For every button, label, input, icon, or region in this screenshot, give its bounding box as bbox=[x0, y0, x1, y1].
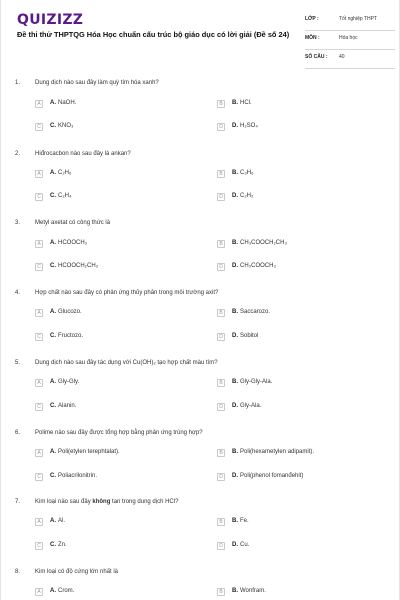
option-box: C bbox=[35, 473, 43, 481]
option-box: A bbox=[35, 240, 43, 248]
meta-label: MÔN : bbox=[305, 35, 320, 41]
option-text: Poliacrilonitrin. bbox=[58, 473, 98, 479]
option-box: D bbox=[217, 123, 225, 131]
option-text: Al. bbox=[58, 518, 66, 524]
option-box: C bbox=[35, 123, 43, 131]
option-letter: D. bbox=[232, 123, 238, 129]
question-text: Metyl axetat có công thức là bbox=[35, 220, 111, 226]
option-box: B bbox=[217, 309, 225, 317]
option-letter: C. bbox=[50, 403, 56, 409]
meta-row-count bbox=[305, 50, 395, 69]
question-number: 4. bbox=[15, 290, 21, 296]
option-letter: B. bbox=[232, 449, 238, 455]
question-text bbox=[35, 499, 178, 505]
option-b[interactable] bbox=[217, 170, 377, 180]
option-a[interactable] bbox=[35, 170, 195, 180]
quizizz-logo: QUIZIZZ bbox=[17, 12, 84, 28]
question-text: Polime nào sau đây được tổng hợp bằng phản ứng trùng hợp? bbox=[35, 430, 203, 436]
option-c[interactable] bbox=[35, 473, 195, 483]
option-c[interactable] bbox=[35, 542, 195, 552]
option-box: A bbox=[35, 449, 43, 457]
question-number: 8. bbox=[15, 569, 21, 575]
option-a[interactable] bbox=[35, 100, 195, 110]
question-text-emphasis: không bbox=[92, 499, 111, 505]
option-b[interactable] bbox=[217, 588, 377, 598]
option-box: D bbox=[217, 403, 225, 411]
option-letter: D. bbox=[232, 333, 238, 339]
option-letter: C. bbox=[50, 333, 56, 339]
question-text: Hiđrocacbon nào sau đây là ankan? bbox=[35, 151, 131, 157]
option-text: Fe. bbox=[240, 518, 249, 524]
option-text: HCOOCH₂CH₃ bbox=[58, 263, 99, 269]
option-letter: D. bbox=[232, 403, 238, 409]
page-title: Đề thi thử THPTQG Hóa Học chuẩn cấu trúc bộ giáo dục có lời giải (Đề số 24) bbox=[17, 30, 290, 39]
option-letter: D. bbox=[232, 473, 238, 479]
meta-value: Hóa học bbox=[339, 35, 358, 41]
option-text: HCOOCH₃ bbox=[58, 240, 88, 246]
option-box: A bbox=[35, 379, 43, 387]
option-a[interactable] bbox=[35, 449, 195, 459]
option-c[interactable] bbox=[35, 193, 195, 203]
question-number: 6. bbox=[15, 430, 21, 436]
option-text: Saccarozo. bbox=[240, 309, 271, 315]
option-box: A bbox=[35, 170, 43, 178]
option-text: CH₃COOCH₃ bbox=[240, 263, 276, 269]
option-letter: C. bbox=[50, 473, 56, 479]
option-text: Alanin. bbox=[58, 403, 77, 409]
option-text: Cu. bbox=[240, 542, 250, 548]
option-b[interactable] bbox=[217, 379, 377, 389]
option-text: Wonfram. bbox=[240, 588, 266, 594]
option-letter: B. bbox=[232, 379, 238, 385]
option-c[interactable] bbox=[35, 333, 195, 343]
option-box: C bbox=[35, 542, 43, 550]
meta-label: LỚP : bbox=[305, 16, 319, 22]
option-text: HCl. bbox=[240, 100, 252, 106]
option-text: Crom. bbox=[58, 588, 75, 594]
option-b[interactable] bbox=[217, 518, 377, 528]
option-text: Gly-Gly. bbox=[58, 379, 80, 385]
option-box: D bbox=[217, 473, 225, 481]
question-text-part: Kim loại nào sau đây bbox=[35, 499, 93, 505]
question-text-part: tan trong dung dịch HCl? bbox=[110, 499, 179, 505]
option-text: Sobitol bbox=[240, 333, 259, 339]
option-letter: C. bbox=[50, 193, 56, 199]
option-c[interactable] bbox=[35, 263, 195, 273]
option-box: C bbox=[35, 263, 43, 271]
option-box: B bbox=[217, 100, 225, 108]
option-text: NaOH. bbox=[58, 100, 77, 106]
meta-label: SỐ CÂU : bbox=[305, 54, 328, 60]
option-letter: B. bbox=[232, 100, 238, 106]
option-letter: A. bbox=[50, 309, 56, 315]
option-text: C₂H₂ bbox=[240, 193, 254, 199]
option-letter: C. bbox=[50, 123, 56, 129]
option-letter: A. bbox=[50, 518, 56, 524]
question-number: 3. bbox=[15, 220, 21, 226]
option-a[interactable] bbox=[35, 309, 195, 319]
option-text: Poli(etylen terephtalat). bbox=[58, 449, 120, 455]
option-letter: B. bbox=[232, 240, 238, 246]
option-a[interactable] bbox=[35, 518, 195, 528]
option-letter: A. bbox=[50, 240, 56, 246]
option-box: B bbox=[217, 170, 225, 178]
meta-row-grade bbox=[305, 12, 395, 31]
option-a[interactable] bbox=[35, 379, 195, 389]
option-text: KNO₃ bbox=[58, 123, 74, 129]
option-box: B bbox=[217, 588, 225, 596]
option-letter: A. bbox=[50, 379, 56, 385]
option-text: C₃H₆ bbox=[240, 170, 254, 176]
option-text: Gly-Gly-Ala. bbox=[240, 379, 273, 385]
question-text: Dung dịch nào sau đây làm quỳ tím hóa xanh? bbox=[35, 80, 159, 86]
option-text: Poli(phenol fomanđehit) bbox=[240, 473, 304, 479]
option-box: D bbox=[217, 333, 225, 341]
option-letter: C. bbox=[50, 542, 56, 548]
option-b[interactable] bbox=[217, 449, 377, 459]
option-letter: C. bbox=[50, 263, 56, 269]
option-c[interactable] bbox=[35, 403, 195, 413]
meta-value: 40 bbox=[339, 54, 345, 60]
option-box: D bbox=[217, 542, 225, 550]
option-text: H₂SO₄ bbox=[240, 123, 258, 129]
option-letter: A. bbox=[50, 170, 56, 176]
option-c[interactable] bbox=[35, 123, 195, 133]
meta-value: Tốt nghiệp THPT bbox=[339, 16, 377, 22]
option-b[interactable] bbox=[217, 100, 377, 110]
question-text: Hợp chất nào sau đây có phản ứng thủy phân trong môi trường axit? bbox=[35, 290, 219, 296]
option-d[interactable] bbox=[217, 403, 377, 413]
option-box: D bbox=[217, 193, 225, 201]
option-letter: B. bbox=[232, 309, 238, 315]
option-box: D bbox=[217, 263, 225, 271]
option-b[interactable] bbox=[217, 309, 377, 319]
option-box: B bbox=[217, 518, 225, 526]
option-d[interactable] bbox=[217, 123, 377, 133]
meta-row-subject bbox=[305, 31, 395, 50]
option-d[interactable] bbox=[217, 333, 377, 343]
option-text: CH₃COOCH₂CH₃ bbox=[240, 240, 287, 246]
question-text: Dung dịch nào sau đây tác dụng với Cu(OH)₂ tạo hợp chất màu tím? bbox=[35, 360, 218, 366]
option-letter: A. bbox=[50, 449, 56, 455]
option-box: B bbox=[217, 449, 225, 457]
option-text: Poli(hexametylen adipamit). bbox=[240, 449, 315, 455]
option-d[interactable] bbox=[217, 473, 377, 483]
option-text: Zn. bbox=[58, 542, 67, 548]
option-text: Glucozo. bbox=[58, 309, 82, 315]
option-box: A bbox=[35, 309, 43, 317]
meta-info bbox=[305, 12, 395, 69]
option-text: C₂H₄ bbox=[58, 193, 72, 199]
option-letter: B. bbox=[232, 518, 238, 524]
option-b[interactable] bbox=[217, 240, 377, 250]
option-text: Gly-Ala. bbox=[240, 403, 262, 409]
option-box: A bbox=[35, 588, 43, 596]
option-letter: A. bbox=[50, 588, 56, 594]
question-number: 7. bbox=[15, 499, 21, 505]
question-number: 5. bbox=[15, 360, 21, 366]
option-d[interactable] bbox=[217, 542, 377, 552]
option-text: Fructozo. bbox=[58, 333, 84, 339]
option-a[interactable] bbox=[35, 588, 195, 598]
option-letter: D. bbox=[232, 542, 238, 548]
option-d[interactable] bbox=[217, 193, 377, 203]
option-d[interactable] bbox=[217, 263, 377, 273]
question-number: 2. bbox=[15, 151, 21, 157]
option-box: C bbox=[35, 403, 43, 411]
option-box: C bbox=[35, 193, 43, 201]
option-box: A bbox=[35, 100, 43, 108]
option-letter: A. bbox=[50, 100, 56, 106]
question-number: 1. bbox=[15, 80, 21, 86]
option-box: C bbox=[35, 333, 43, 341]
option-box: B bbox=[217, 240, 225, 248]
option-letter: D. bbox=[232, 193, 238, 199]
option-text: C₂H₆ bbox=[58, 170, 72, 176]
option-letter: B. bbox=[232, 588, 238, 594]
question-text: Kim loại có độ cứng lớn nhất là bbox=[35, 569, 118, 575]
option-letter: D. bbox=[232, 263, 238, 269]
option-letter: B. bbox=[232, 170, 238, 176]
option-box: B bbox=[217, 379, 225, 387]
option-box: A bbox=[35, 518, 43, 526]
option-a[interactable] bbox=[35, 240, 195, 250]
